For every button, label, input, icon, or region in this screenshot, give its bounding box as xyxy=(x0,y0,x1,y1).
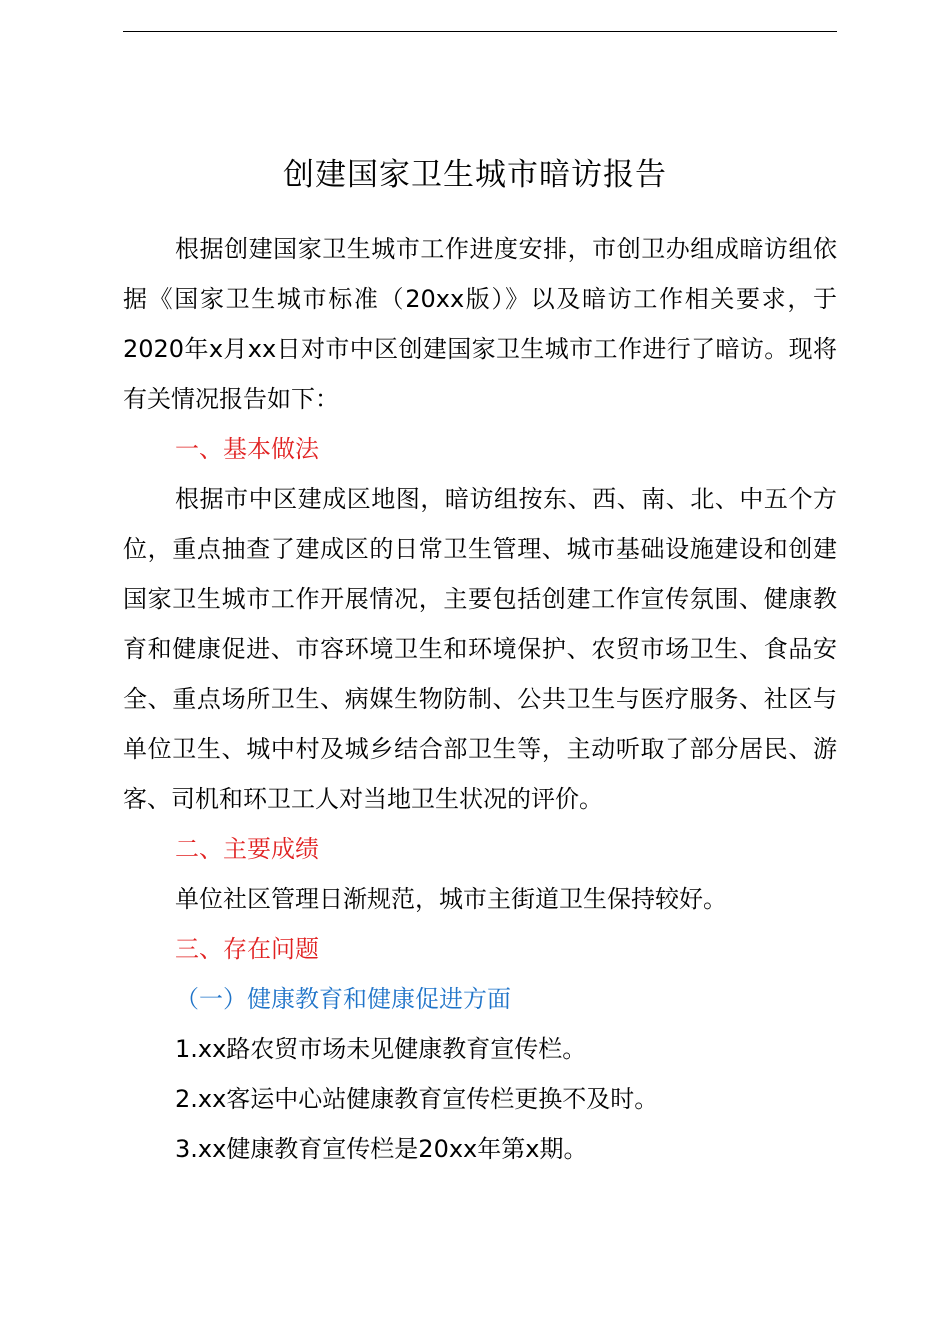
document-body xyxy=(123,224,837,1174)
header-rule xyxy=(123,31,837,32)
list-item: 2.xx客运中心站健康教育宣传栏更换不及时。 xyxy=(175,1085,659,1113)
section1-paragraph: 根据市中区建成区地图，暗访组按东、西、南、北、中五个方位，重点抽查了建成区的日常卫生管理、城市基础设施建设和创建国家卫生城市工作开展情况，主要包括创建工作宣传氛围、健康教育和健康促进、市容环境卫生和环境保护、农贸市场卫生、食品安全、重点场所卫生、病媒生物防制、公共卫生与医疗服务、社区与单位卫生、城中村及城乡结合部卫生等，主动听取了部分居民、游客、司机和环卫工人对当地卫生状况的评价。 xyxy=(123,485,837,813)
list-item: 1.xx路农贸市场未见健康教育宣传栏。 xyxy=(175,1035,587,1063)
subsection1-heading: （一）健康教育和健康促进方面 xyxy=(175,985,511,1013)
list-item: 3.xx健康教育宣传栏是20xx年第x期。 xyxy=(175,1135,588,1163)
document-title: 创建国家卫生城市暗访报告 xyxy=(283,157,667,193)
section1-heading: 一、基本做法 xyxy=(175,435,319,463)
section3-heading: 三、存在问题 xyxy=(175,935,319,963)
section2-heading: 二、主要成绩 xyxy=(175,835,319,863)
intro-paragraph: 根据创建国家卫生城市工作进度安排，市创卫办组成暗访组依据《国家卫生城市标准（20xx版）》以及暗访工作相关要求，于2020年x月xx日对市中区创建国家卫生城市工作进行了暗访。现将有关情况报告如下： xyxy=(123,235,837,413)
section2-paragraph: 单位社区管理日渐规范，城市主街道卫生保持较好。 xyxy=(175,885,727,913)
